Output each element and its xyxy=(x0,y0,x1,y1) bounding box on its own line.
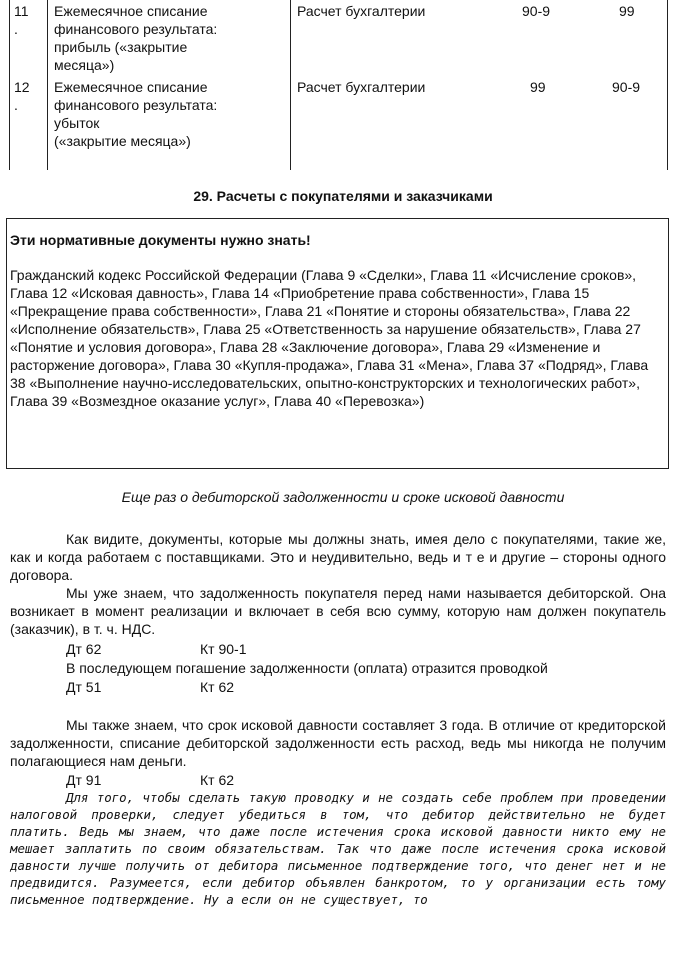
paragraph-3: В последующем погашение задолженности (оплата) отразится проводкой xyxy=(66,660,548,676)
table-row-num: 11 . xyxy=(14,3,29,37)
table-border-right xyxy=(667,0,668,170)
box-body: Гражданский кодекс Российской Федерации (Глава 9 «Сделки», Глава 11 «Исчисление сроков», Глава 12 «Исковая давность», Глава 14 «Приобретение права собственности», Глава 15 «Прекращение права собственности», Глава 21 «Понятие и стороны обязательства», Глава 22 «Исполнение обязательств», Глава 25 «Ответственность за нарушение обязательств», Глава 27 «Понятие и условия договора», Глава 28 «Заключение договора», Глава 29 «Изменение и расторжение договора», Глава 30 «Купля-продажа», Глава 31 «Мена», Глава 37 «Подряд», Глава 38 «Выполнение научно-исследовательских, опытно-конструкторских и технологических работ», Глава 39 «Возмездное оказание услуг», Глава 40 «Перевозка») xyxy=(10,267,649,409)
box-heading: Эти нормативные документы нужно знать! xyxy=(10,232,311,248)
table-row-document: Расчет бухгалтерии xyxy=(297,3,426,19)
table-row-credit: 99 xyxy=(619,3,635,19)
table-row-debit: 99 xyxy=(530,79,546,95)
paragraph-1: Как видите, документы, которые мы должны знать, имея дело с покупателями, такие же, как и когда работаем с поставщиками. Это и неудивительно, ведь и т е и другие – стороны одного договора. xyxy=(10,531,666,583)
table-border-left xyxy=(9,0,10,170)
paragraph-2: Мы уже знаем, что задолженность покупателя перед нами называется дебиторской. Она возникает в момент реализации и включает в себя всю сумму, которую нам должен покупатель (заказчик), в т. ч. НДС. xyxy=(10,585,666,637)
table-row-description: Ежемесячное списание финансового результата: прибыль («закрытие месяца») xyxy=(54,3,218,73)
section-title: 29. Расчеты с покупателями и заказчиками xyxy=(193,188,493,204)
entry-3-credit: Кт 62 xyxy=(200,772,235,788)
entry-1-debit: Дт 62 xyxy=(66,641,102,657)
paragraph-5: Для того, чтобы сделать такую проводку и не создать себе проблем при проведении налоговой проверки, следует убедиться в том, что дебитор действительно не будет платить. Ведь мы знаем, что даже после истечения срока исковой давности никто ему не мешает заплатить по своим обязательствам. Так что даже после истечения срока исковой давности лучше получить от дебитора письменное подтверждение того, что денег нет и не предвидится. Разумеется, если дебитор объявлен банкротом, то у организации есть тому письменное подтверждение. Ну а если он не существует, то xyxy=(10,790,666,907)
paragraph-4: Мы также знаем, что срок исковой давности составляет 3 года. В отличие от кредиторской задолженности, списание дебиторской задолженности есть расход, ведь мы никогда не получим полагающиеся нам деньги. xyxy=(10,717,666,769)
table-row-description: Ежемесячное списание финансового результата: убыток («закрытие месяца») xyxy=(54,79,218,149)
entry-3-debit: Дт 91 xyxy=(66,772,102,788)
entry-1-credit: Кт 90-1 xyxy=(200,641,247,657)
table-row-num: 12 . xyxy=(14,79,30,113)
table-row-document: Расчет бухгалтерии xyxy=(297,79,426,95)
table-border-col2 xyxy=(290,0,291,170)
table-row-credit: 90-9 xyxy=(612,79,641,95)
table-border-col1 xyxy=(47,0,48,170)
article-subtitle: Еще раз о дебиторской задолженности и сроке исковой давности xyxy=(121,489,565,505)
entry-2-debit: Дт 51 xyxy=(66,679,102,695)
entry-2-credit: Кт 62 xyxy=(200,679,235,695)
table-row-debit: 90-9 xyxy=(522,3,551,19)
